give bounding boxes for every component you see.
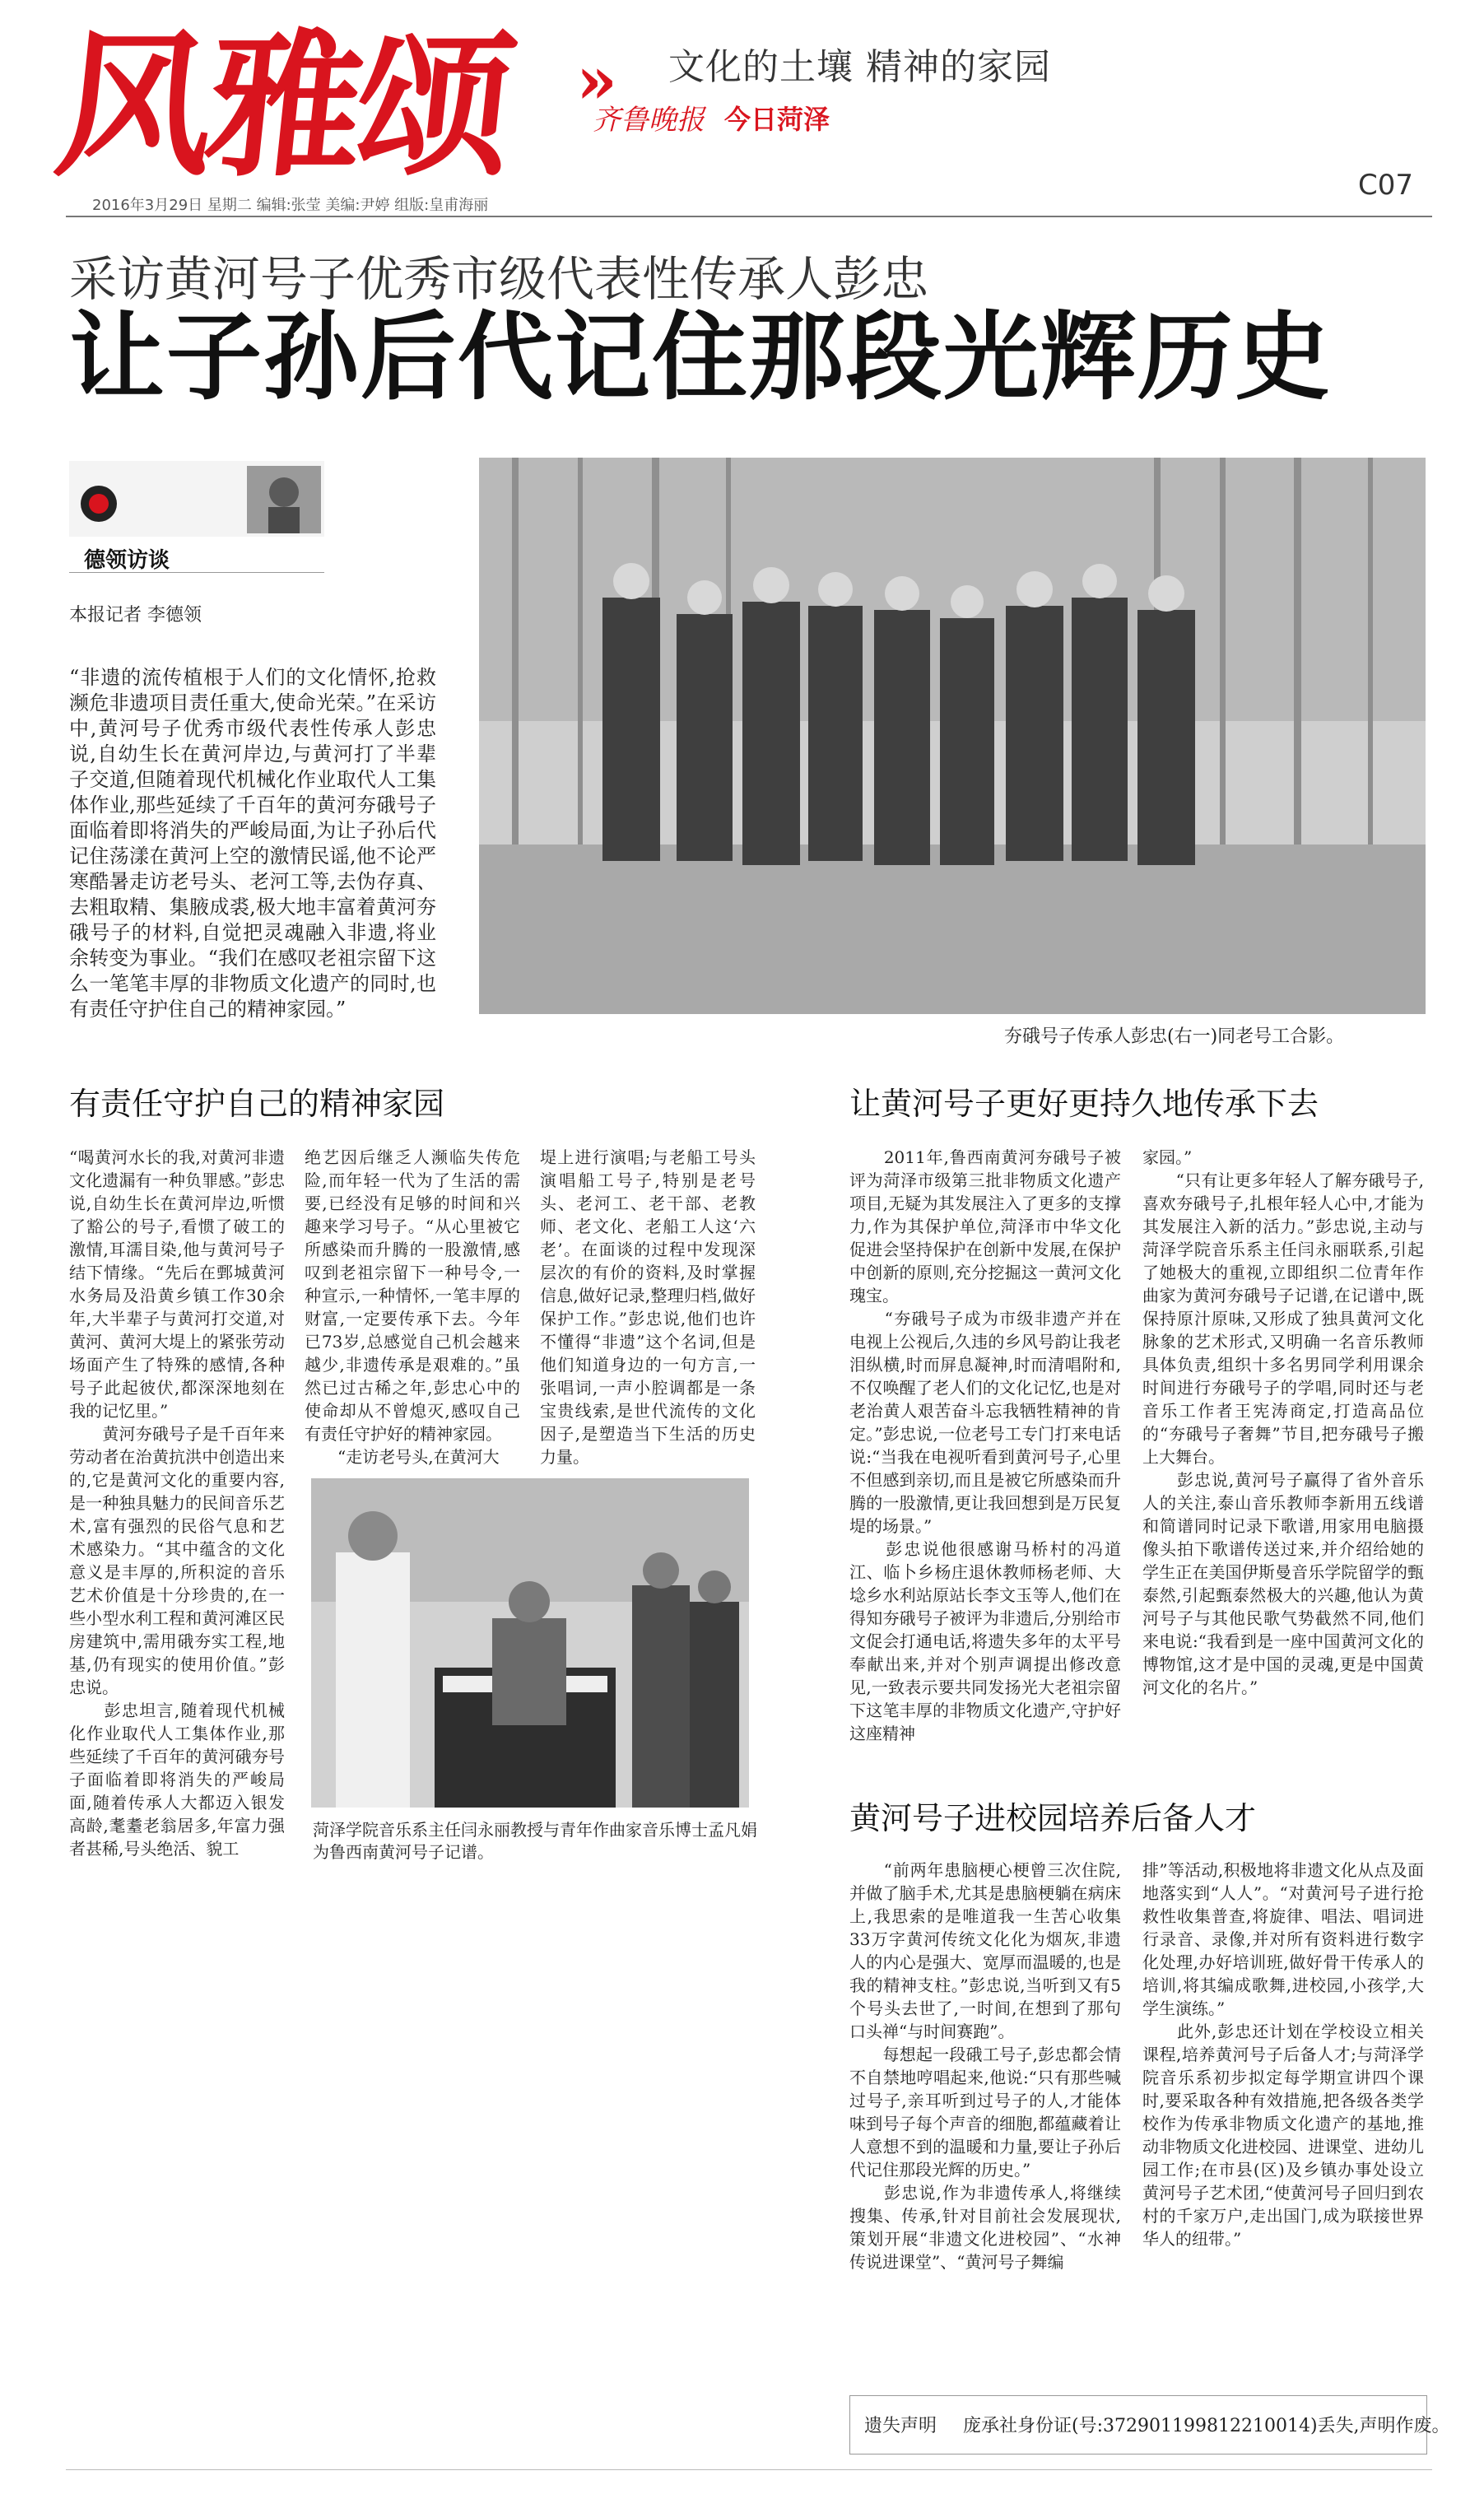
notice-heading: 遗失声明 [864, 2416, 937, 2436]
lead-paragraph: “非遗的流传植根于人们的文化情怀,抢救濒危非遗项目责任重大,使命光荣。”在采访中,黄河号子优秀市级代表性传承人彭忠说,自幼生长在黄河岸边,与黄河打了半辈子交道,但随着现代机械化作业取代人工集体作业,那些延续了千百年的黄河夯硪号子面临着即将消失的严峻局面,为让子孙后代记住荡漾在黄河上空的激情民谣,他不论严寒酷暑走访老号头、老河工等,去伪存真、去粗取精、集腋成裘,极大地丰富着黄河夯硪号子的材料,自觉把灵魂融入非遗,将业余转变为事业。“我们在感叹老祖宗留下这么一笔笔丰厚的非物质文化遗产的同时,也有责任守护住自己的精神家园。” [69, 666, 436, 1021]
section-heading-3: 黄河号子进校园培养后备人才 [849, 1800, 1257, 1836]
article-column: “喝黄河水长的我,对黄河非遗文化遗漏有一种负罪感。”彭忠说,自幼生长在黄河岸边,听惯了豁公的号子,看惯了破工的激情,耳濡目染,他与黄河号子结下情缘。“先后在鄄城黄河水务局及沿黄乡镇工作30余年,大半辈子与黄河打交道,对黄河、黄河大堤上的紧张劳动场面产生了特殊的感情,各种号子此起彼伏,都深深地刻在我的记忆里。” 黄河夯硪号子是千百年来劳动者在治黄抗洪中创造出来的,它是黄河文化的重要内容,是一种独具魅力的民间音乐艺术,富有强烈的民俗气息和艺术感染力。“其中蕴含的文化意义是丰厚的,所积淀的音乐艺术价值是十分珍贵的,在一些小型水利工程和黄河滩区民房建筑中,需用硪夯实工程,地基,仍有现实的使用价值。”彭忠说。 彭忠坦言,随着现代机械化作业取代人工集体作业,那些延续了千百年的黄河硪夯号子面临着即将消失的严峻局面,随着传承人大都迈入银发高龄,耄耋老翁居多,年富力强者甚稀,号头绝活、貌工 [69, 1147, 285, 1859]
paper-name: 齐鲁晚报 [593, 104, 705, 137]
inset-photo-caption: 菏泽学院音乐系主任闫永丽教授与青年作曲家音乐博士孟凡娟为鲁西南黄河号子记谱。 [313, 1820, 757, 1862]
inset-photo [311, 1478, 749, 1808]
chevron-icon: » [576, 41, 617, 119]
article-column: 2011年,鲁西南黄河夯硪号子被评为菏泽市级第三批非物质文化遗产项目,无疑为其发展注入了更多的支撑力,作为其保护单位,菏泽市中华文化促进会坚持保护在创新中发展,在保护中创新的原则,充分挖掘这一黄河文化瑰宝。 “夯硪号子成为市级非遗产并在电视上公视后,久违的乡风号韵让我老泪纵横,时而屏息凝神,时而清唱附和,不仅唤醒了老人们的文化记忆,也是对老治黄人艰苦奋斗忘我牺牲精神的肯定。”彭忠说,一位老号工专门打来电话说:“当我在电视听看到黄河号子,心里不但感到亲切,而且是被它所感染而升腾的一股激情,更让我回想到是万民复堤的场景。” 彭忠说他很感谢马桥村的冯道江、临卜乡杨庄退休教师杨老师、大埝乡水利站原站长李文玉等人,他们在得知夯硪号子被评为非遗后,分别给市文促会打通电话,将遗失多年的太平号奉献出来,并对个别声调提出修改意见,一致表示要共同发扬光大老祖宗留下这笔丰厚的非物质文化遗产,守护好这座精神 [849, 1147, 1121, 1743]
article-column: 家园。” “只有让更多年轻人了解夯硪号子,喜欢夯硪号子,扎根年轻人心中,才能为其发展注入新的活力。”彭忠说,主动与菏泽学院音乐系主任闫永丽联系,引起了她极大的重视,立即组织二位青年作曲家为黄河夯硪号子记谱,在记谱中,既保持原汁原味,又形成了独具黄河文化脉象的艺术形式,又明确一名音乐教师具体负责,组织十多名男同学利用课余时间进行夯硪号子的学唱,同时还与老音乐工作者王宪涛商定,打造高品位的“夯硪号子奢舞”节目,把夯硪号子搬上大舞台。 彭忠说,黄河号子赢得了省外音乐人的关注,泰山音乐教师李新用五线谱和简谱同时记录下歌谱,用家用电脑摄像头拍下歌谱传送过来,并介绍给她的学生正在美国伊斯曼音乐学院留学的甄泰然,引起甄泰然极大的兴趣,他认为黄河号子与其他民歌气势截然不同,他们来电说:“我看到是一座中国黄河文化的博物馆,这才是中国的灵魂,更是中国黄河文化的名片。” [1142, 1147, 1424, 1697]
section-heading-2: 让黄河号子更好更持久地传承下去 [849, 1086, 1319, 1122]
main-photo-caption: 夯硪号子传承人彭忠(右一)同老号工合影。 [1004, 1026, 1345, 1047]
column-logo-image [69, 461, 324, 537]
masthead-slogan: 文化的土壤 精神的家园 [668, 46, 1051, 88]
article-column: 堤上进行演唱;与老船工号头演唱船工号子,特别是老号头、老河工、老干部、老教师、老文化、老船工人这‘六老’。在面谈的过程中发现深层次的有价的资料,及时掌握信息,做好记录,整理归档,做好保护工作。”彭忠说,他们也许不懂得“非遗”这个名词,但是他们知道身边的一句方言,一张唱词,一声小腔调都是一条宝贵线索,是世代流传的文化因子,是塑造当下生活的历史力量。 [540, 1147, 756, 1467]
headline: 让子孙后代记住那段光辉历史 [69, 302, 1332, 413]
article-column: 绝艺因后继乏人濒临失传危险,而年轻一代为了生活的需要,已经没有足够的时间和兴趣来学习号子。“从心里被它所感染而升腾的一股激情,感叹到老祖宗留下一种号令,一种宣示,一种情怀,一笔丰厚的财富,一定要传承下去。今年已73岁,总感觉自己机会越来越少,非遗传承是艰难的。”虽然已过古稀之年,彭忠心中的使命却从不曾熄灭,感叹自己有责任守护好的精神家园。 “走访老号头,在黄河大 [305, 1147, 520, 1467]
bottom-rule [66, 2469, 1432, 2470]
byline: 本报记者 李德领 [69, 605, 202, 626]
section-heading-1: 有责任守护自己的精神家园 [69, 1086, 445, 1122]
main-photo [479, 458, 1426, 1014]
masthead-title: 风雅颂 [48, 16, 517, 198]
article-column: “前两年患脑梗心梗曾三次住院,并做了脑手术,尤其是患脑梗躺在病床上,我思索的是唯道我一生苦心收集33万字黄河传统文化化为烟灰,非遗人的内心是强大、宽厚而温暖的,也是我的精神支柱。”彭忠说,当听到又有5个号头去世了,一时间,在想到了那句口头禅“与时间赛跑”。 每想起一段硪工号子,彭忠都会情不自禁地哼唱起来,他说:“只有那些喊过号子,亲耳听到过号子的人,才能体味到号子每个声音的细胞,都蕴藏着让人意想不到的温暖和力量,要让子孙后代记住那段光辉的历史。” 彭忠说,作为非遗传承人,将继续搜集、传承,针对目前社会发展现状,策划开展“非遗文化进校园”、“水神传说进课堂”、“黄河号子舞编 [849, 1860, 1121, 2272]
edition-tag: 今日菏泽 [724, 104, 830, 135]
notice-text: 庞承社身份证(号:372901199812210014)丢失,声明作废。 [963, 2416, 1450, 2436]
kicker: 采访黄河号子优秀市级代表性传承人彭忠 [69, 251, 929, 307]
top-rule [66, 216, 1432, 217]
column-logo-label: 德领访谈 [84, 548, 170, 573]
issue-meta: 2016年3月29日 星期二 编辑:张莹 美编:尹婷 组版:皇甫海丽 [92, 197, 489, 214]
page-number: C07 [1357, 169, 1413, 202]
article-column: 排”等活动,积极地将非遗文化从点及面地落实到“人人”。“对黄河号子进行抢救性收集普查,将旋律、唱法、唱词进行录音、录像,并对所有资料进行数字化处理,办好培训班,做好骨干传承人的培训,将其编成歌舞,进校园,小孩学,大学生演练。” 此外,彭忠还计划在学校设立相关课程,培养黄河号子后备人才;与菏泽学院音乐系初步拟定每学期宣讲四个课时,要采取各种有效措施,把各级各类学校作为传承非物质文化遗产的基地,推动非物质文化进校园、进课堂、进幼儿园工作;在市县(区)及乡镇办事处设立黄河号子艺术团,“使黄河号子回归到农村的千家万户,走出国门,成为联接世界华人的纽带。” [1142, 1860, 1424, 2249]
